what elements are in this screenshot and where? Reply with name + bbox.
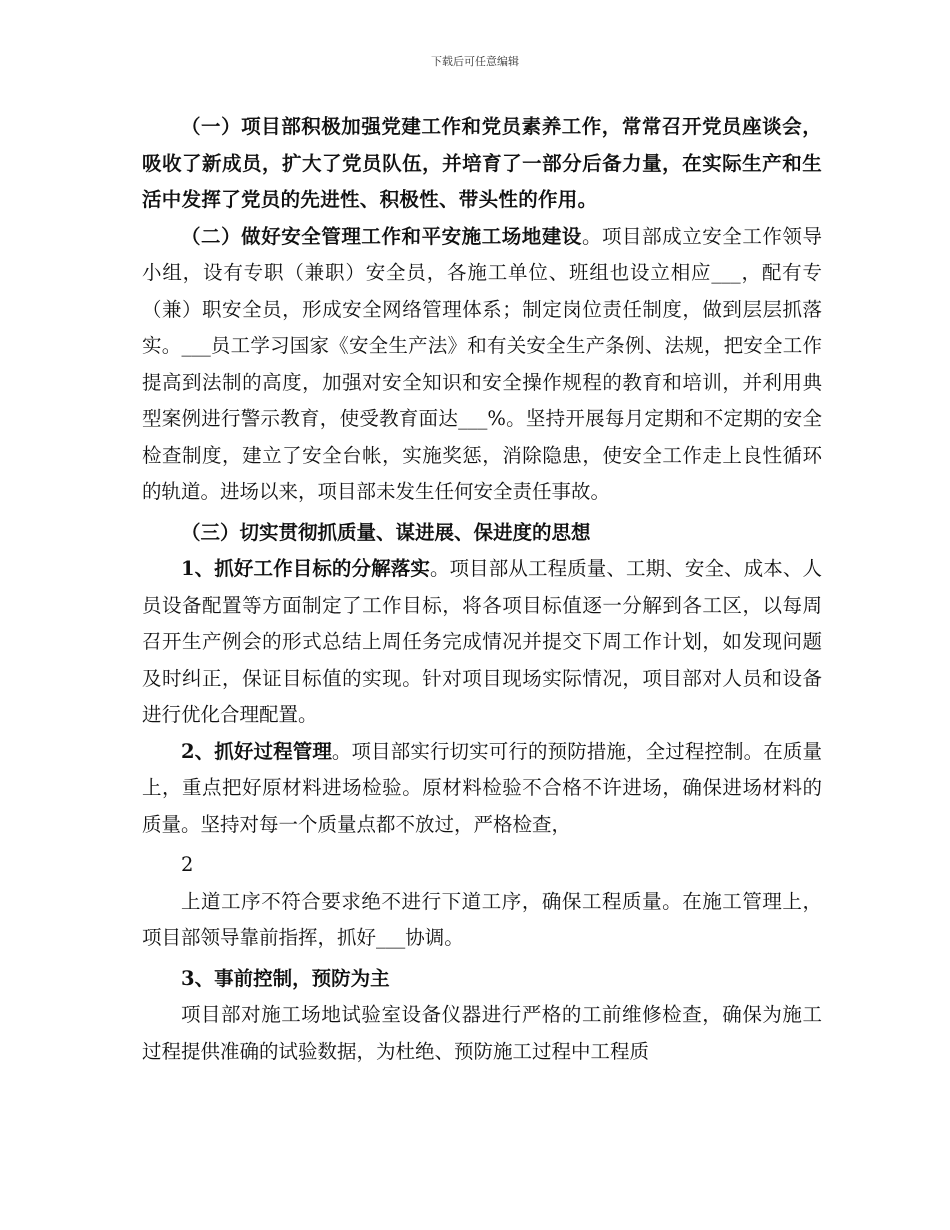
section-heading-safety: （二）做好安全管理工作和平安施工场地建设 <box>181 224 582 248</box>
subheading-goal-decomposition: 1、抓好工作目标的分解落实 <box>181 557 430 580</box>
paragraph-safety-body: 。项目部成立安全工作领导小组，设有专职（兼职）安全员，各施工单位、班组也设立相应___，配有专（兼）职安全员，形成安全网络管理体系；制定岗位责任制度，做到层层抓落实。___员工学习国家《安全生产法》和有关安全生产条例、法规，把安全工作提高到法制的高度，加强对安全知识和安全操作规程的教育和培训，并利用典型案例进行警示教育，使受教育面达___%。坚持开展每月定期和不定期的安全检查制度，建立了安全台帐，实施奖惩，消除隐患，使安全工作走上良性循环的轨道。进场以来，项目部未发生任何安全责任事故。 <box>142 224 822 503</box>
document-body <box>142 109 822 1070</box>
paragraph-next-process: 上道工序不符合要求绝不进行下道工序，确保工程质量。在施工管理上，项目部领导靠前指挥，抓好___协调。 <box>142 889 822 949</box>
page-number: 2 <box>181 853 194 876</box>
section-heading-quality: （三）切实贯彻抓质量、谋进展、保进度的思想 <box>181 520 591 544</box>
paragraph-goal-body: 。项目部从工程质量、工期、安全、成本、人员设备配置等方面制定了工作目标，将各项目标值逐一分解到各工区，以每周召开生产例会的形式总结上周任务完成情况并提交下周工作计划，如发现问题及时纠正，保证目标值的实现。针对项目现场实际情况，项目部对人员和设备进行优化合理配置。 <box>142 557 822 726</box>
subheading-process-management: 2、抓好过程管理 <box>181 739 332 763</box>
page-header: 下载后可任意编辑 <box>431 55 519 68</box>
paragraph-lab-inspection: 项目部对施工场地试验室设备仪器进行严格的工前维修检查，确保为施工过程提供准确的试验数据，为杜绝、预防施工过程中工程质 <box>142 1003 822 1063</box>
paragraph-process-management <box>142 734 822 844</box>
paragraph-process-body: 。项目部实行切实可行的预防措施，全过程控制。在质量上，重点把好原材料进场检验。原材料检验不合格不许进场，确保进场材料的质量。坚持对每一个质量点都不放过，严格检查， <box>142 739 822 836</box>
paragraph-party-building: （一）项目部积极加强党建工作和党员素养工作，常常召开党员座谈会，吸收了新成员，扩大了党员队伍，并培育了一部分后备力量，在实际生产和生活中发挥了党员的先进性、积极性、带头性的作用。 <box>142 115 822 211</box>
paragraph-goal-decomposition <box>142 551 822 734</box>
paragraph-safety-management <box>142 219 822 511</box>
subheading-prior-control: 3、事前控制，预防为主 <box>181 966 390 990</box>
